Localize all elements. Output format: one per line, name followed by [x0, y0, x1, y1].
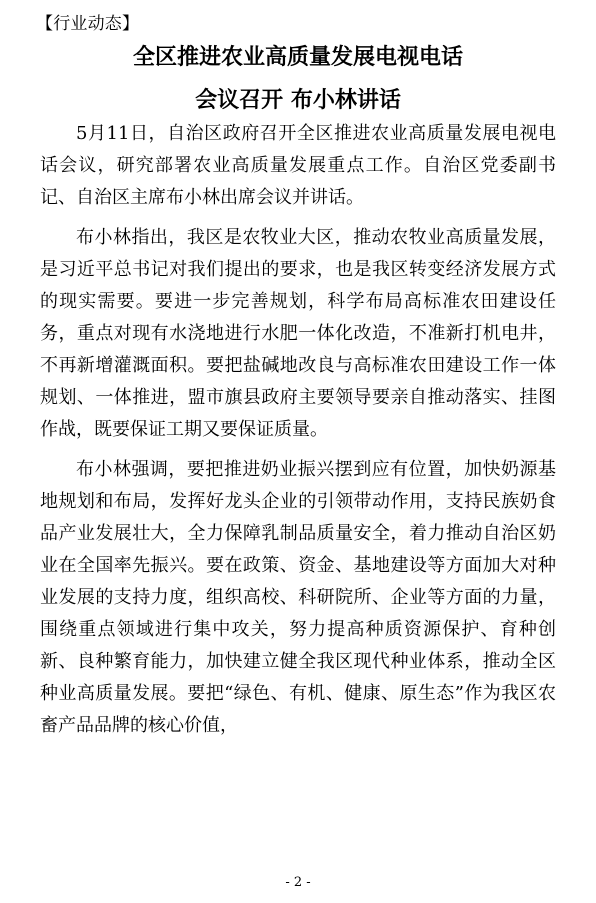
- page-number: - 2 -: [285, 875, 311, 890]
- section-tag: 【行业动态】: [36, 14, 140, 34]
- paragraph: 5月11日，自治区政府召开全区推进农业高质量发展电视电话会议，研究部署农业高质量发展重点工作。自治区党委副书记、自治区主席布小林出席会议并讲话。: [40, 123, 556, 208]
- headline-line-1: 全区推进农业高质量发展电视电话: [132, 45, 463, 70]
- article-body: [40, 118, 556, 750]
- headline-line-2: 会议召开 布小林讲话: [195, 88, 401, 113]
- paragraph: 布小林指出，我区是农牧业大区，推动农牧业高质量发展，是习近平总书记对我们提出的要求，也是我区转变经济发展方式的现实需要。要进一步完善规划，科学布局高标准农田建设任务，重点对现有水浇地进行水肥一体化改造，不准新打机电井，不再新增灌溉面积。要把盐碱地改良与高标准农田建设工作一体规划、一体推进，盟市旗县政府主要领导要亲自推动落实、挂图作战，既要保证工期又要保证质量。: [40, 227, 556, 440]
- paragraph: 布小林强调，要把推进奶业振兴摆到应有位置，加快奶源基地规划和布局，发挥好龙头企业的引领带动作用，支持民族奶食品产业发展壮大，全力保障乳制品质量安全，着力推动自治区奶业在全国率先振兴。要在政策、资金、基地建设等方面加大对种业发展的支持力度，组织高校、科研院所、企业等方面的力量，围绕重点领域进行集中攻关，努力提高种质资源保护、育种创新、良种繁育能力，加快建立健全我区现代种业体系，推动全区种业高质量发展。要把“绿色、有机、健康、原生态”作为我区农畜产品品牌的核心价值，: [40, 459, 556, 736]
